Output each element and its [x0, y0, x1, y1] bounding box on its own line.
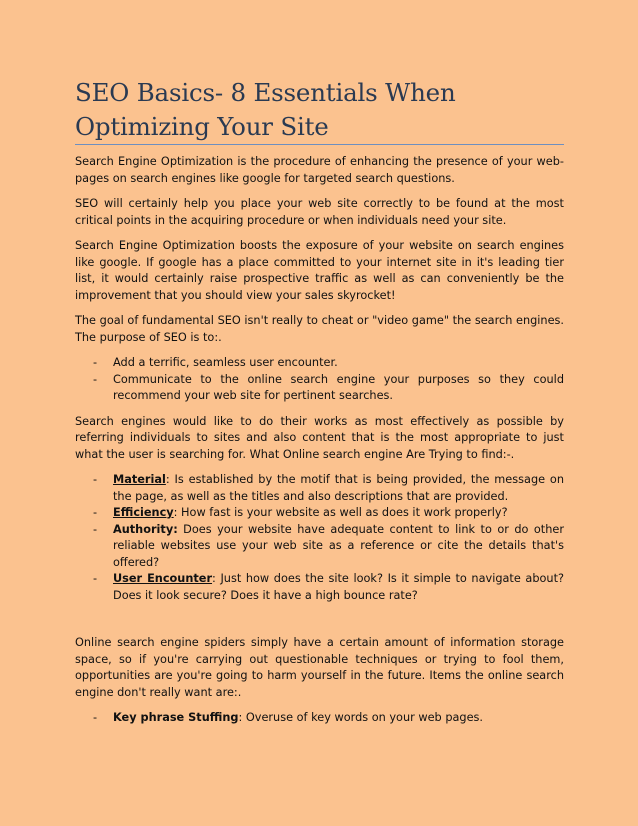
- list-item-text: : Is established by the motif that is being provided, the message on the page, as well as the titles and also descriptions that are provided.: [113, 473, 564, 503]
- list-term: Material: [113, 473, 166, 486]
- paragraph-6: Online search engine spiders simply have a certain amount of information storage space, so if you're carrying out questionable techniques or trying to fool them, opportunities are you're going to harm yourself in the future. Items the online search engine don't really want are:.: [75, 636, 564, 699]
- list-term: Key phrase Stuffing: [113, 711, 239, 724]
- spacer: [75, 613, 564, 635]
- purpose-list: [75, 355, 564, 405]
- document-title: [75, 76, 565, 144]
- list-item-text: : How fast is your website as well as does it work properly?: [173, 506, 508, 519]
- title-line-2: Optimizing Your Site: [75, 112, 329, 141]
- list-item-text: Communicate to the online search engine your purposes so they could recommend your web site for pertinent searches.: [113, 372, 564, 402]
- list-term: Efficiency: [113, 506, 174, 519]
- list-item: [75, 710, 564, 727]
- paragraph-2: SEO will certainly help you place your web site correctly to be found at the most critical points in the acquiring procedure or when individuals need your site.: [75, 197, 564, 227]
- list-item: [75, 472, 564, 505]
- list-item-text: Add a terrific, seamless user encounter.: [113, 356, 338, 369]
- list-item: [75, 571, 564, 604]
- list-dash: -: [93, 356, 98, 369]
- list-dash: -: [93, 711, 98, 724]
- list-term: Authority:: [113, 522, 178, 536]
- list-dash: -: [93, 522, 98, 536]
- criteria-list: [75, 472, 564, 604]
- document-body: [75, 154, 564, 736]
- list-item-text: : Overuse of key words on your web pages.: [238, 711, 484, 724]
- avoid-list: [75, 710, 564, 727]
- list-item: [75, 522, 564, 572]
- list-item-text: Does your website have adequate content to link to or do other reliable websites use your web site as a reference or cite the details that's offered?: [113, 522, 564, 569]
- list-dash: -: [93, 372, 98, 386]
- list-item: [75, 505, 564, 522]
- title-line-1: SEO Basics- 8 Essentials When: [75, 78, 456, 107]
- paragraph-4: The goal of fundamental SEO isn't really to cheat or "video game" the search engines. The purpose of SEO is to:.: [75, 314, 564, 344]
- list-dash: -: [93, 572, 98, 585]
- paragraph-1: Search Engine Optimization is the procedure of enhancing the presence of your web-pages on search engines like google for targeted search questions.: [75, 155, 564, 185]
- paragraph-3: Search Engine Optimization boosts the exposure of your website on search engines like google. If google has a place committed to your internet site in it's leading tier list, it would certainly raise prospective traffic as well as can conveniently be the improvement that you should view your sales skyrocket!: [75, 239, 564, 302]
- paragraph-5: Search engines would like to do their works as most effectively as possible by referring individuals to sites and also content that is the most appropriate to just what the user is searching for. What Online search engine Are Trying to find:-.: [75, 414, 564, 461]
- list-item-text: : Just how does the site look? Is it simple to navigate about? Does it look secure? Does it have a high bounce rate?: [113, 572, 565, 602]
- list-item: [75, 372, 564, 405]
- list-dash: -: [93, 506, 98, 519]
- list-item: [75, 355, 564, 372]
- list-dash: -: [93, 473, 98, 486]
- list-term: User Encounter: [113, 572, 213, 585]
- title-underline: [75, 144, 564, 145]
